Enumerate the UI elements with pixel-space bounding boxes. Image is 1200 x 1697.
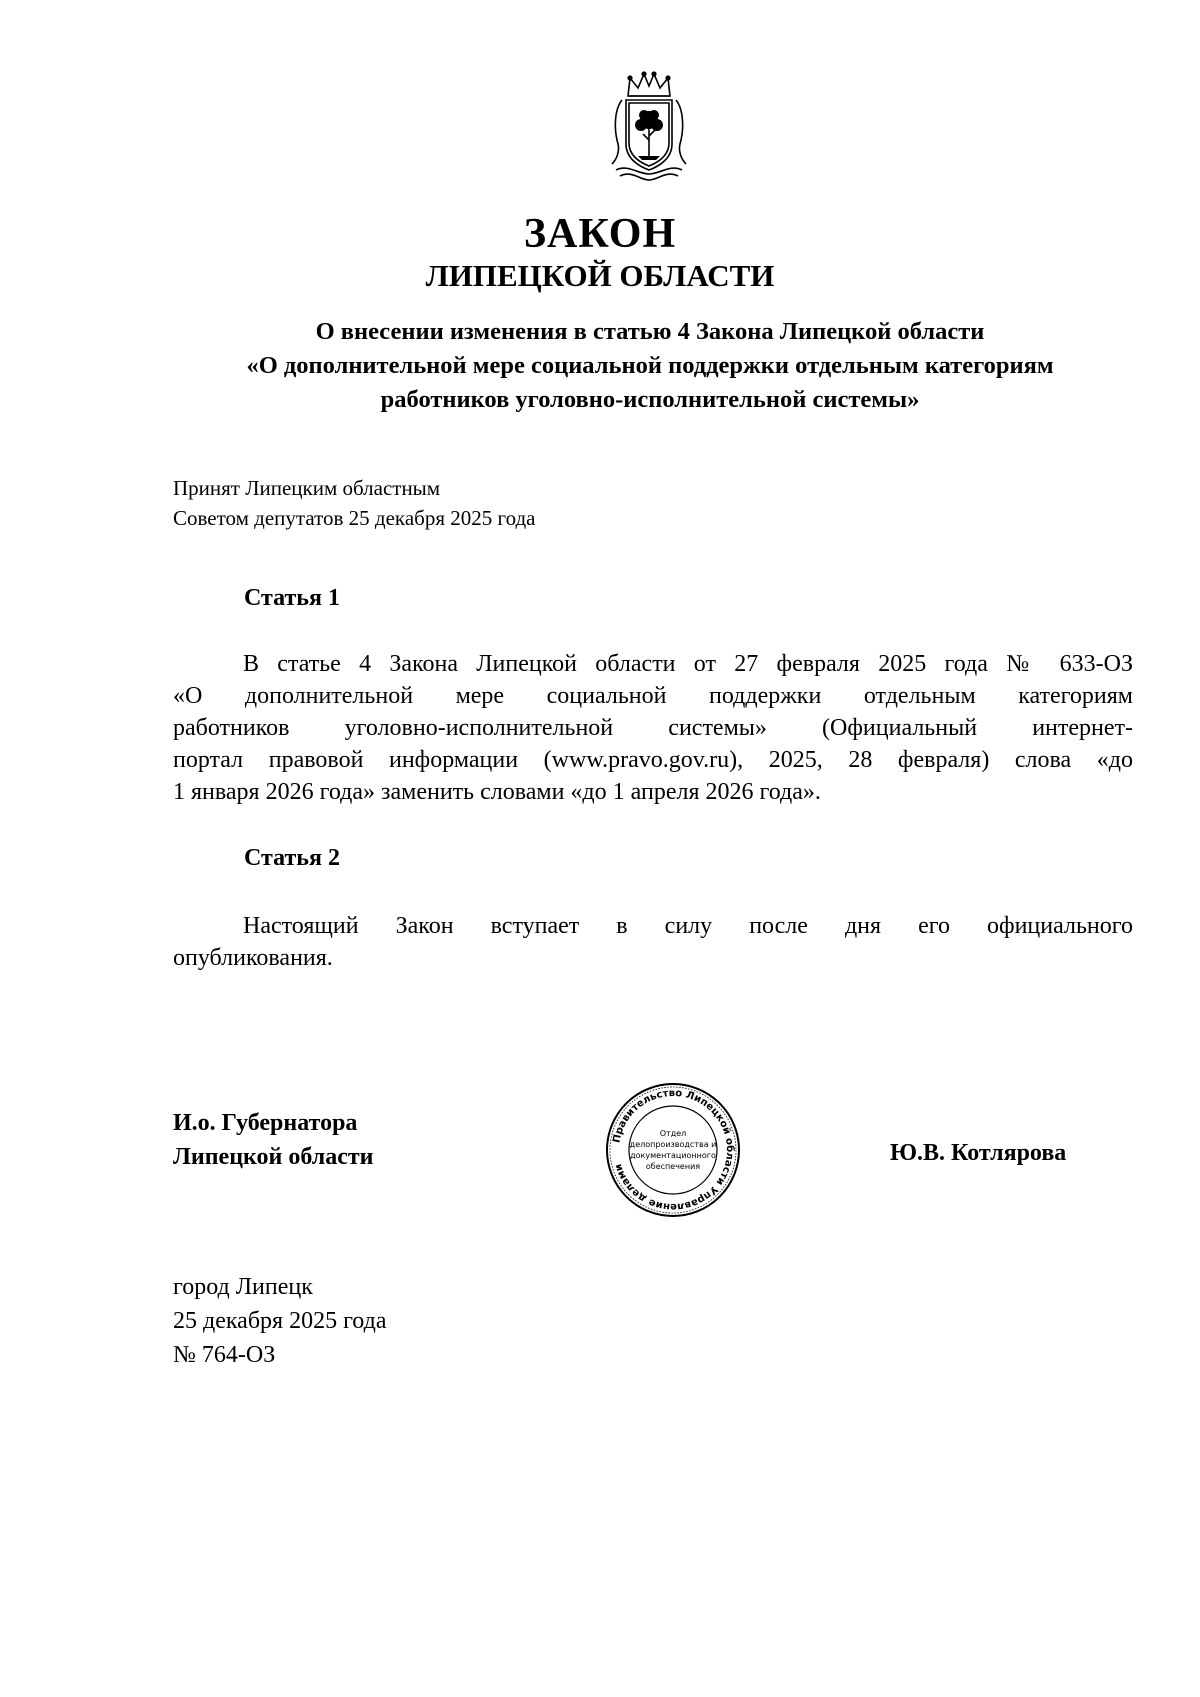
signatory-position	[173, 1106, 374, 1174]
adoption-line: Принят Липецким областным	[173, 476, 441, 500]
law-subject-line: «О дополнительной мере социальной поддержки отдельным категориям	[246, 352, 1054, 379]
article-1-line: портал правовой информации (www.pravo.gov.ru), 2025, 28 февраля) слова «до	[173, 747, 1133, 773]
stamp-ring-text: Правительство Липецкой области Управление делами	[611, 1087, 736, 1213]
signatory-name: Ю.В. Котлярова	[890, 1140, 1067, 1166]
article-2-line: Настоящий Закон вступает в силу после дня его официального	[243, 913, 1133, 939]
document-title: ЗАКОН	[523, 211, 677, 257]
article-1-text	[173, 648, 1133, 808]
stamp-center-line: документационного	[630, 1151, 716, 1160]
law-subject	[160, 315, 1140, 417]
article-2-line: опубликования.	[173, 945, 333, 971]
article-1-line: «О дополнительной мере социальной поддержки отдельным категориям	[173, 683, 1133, 709]
adoption-note	[173, 473, 535, 533]
law-subject-line: О внесении изменения в статью 4 Закона Липецкой области	[315, 318, 985, 345]
article-1-line: В статье 4 Закона Липецкой области от 27 февраля 2025 года № 633-ОЗ	[243, 651, 1133, 677]
article-1-line: работников уголовно-исполнительной системы» (Официальный интернет-	[173, 715, 1133, 741]
article-1-heading: Статья 1	[244, 585, 340, 611]
footer-date: 25 декабря 2025 года	[173, 1308, 387, 1334]
adoption-line: Советом депутатов 25 декабря 2025 года	[173, 506, 536, 530]
footer-number: № 764-ОЗ	[173, 1342, 276, 1368]
article-2-text	[173, 910, 1133, 974]
official-stamp	[603, 1080, 743, 1220]
stamp-center-line: Отдел	[659, 1129, 687, 1138]
law-subject-line: работников уголовно-исполнительной системы»	[380, 386, 920, 413]
document-footer	[173, 1270, 386, 1372]
signatory-position-line: Липецкой области	[173, 1144, 374, 1170]
signatory-position-line: И.о. Губернатора	[173, 1110, 358, 1136]
stamp-center-line: делопроизводства и	[629, 1140, 717, 1149]
document-region: ЛИПЕЦКОЙ ОБЛАСТИ	[425, 258, 775, 293]
article-2-heading: Статья 2	[244, 845, 340, 871]
lipetsk-coat-of-arms-icon	[608, 70, 690, 182]
article-1-line: 1 января 2026 года» заменить словами «до 1 апреля 2026 года».	[173, 779, 821, 805]
stamp-center-line: обеспечения	[645, 1162, 701, 1171]
footer-city: город Липецк	[173, 1274, 313, 1300]
